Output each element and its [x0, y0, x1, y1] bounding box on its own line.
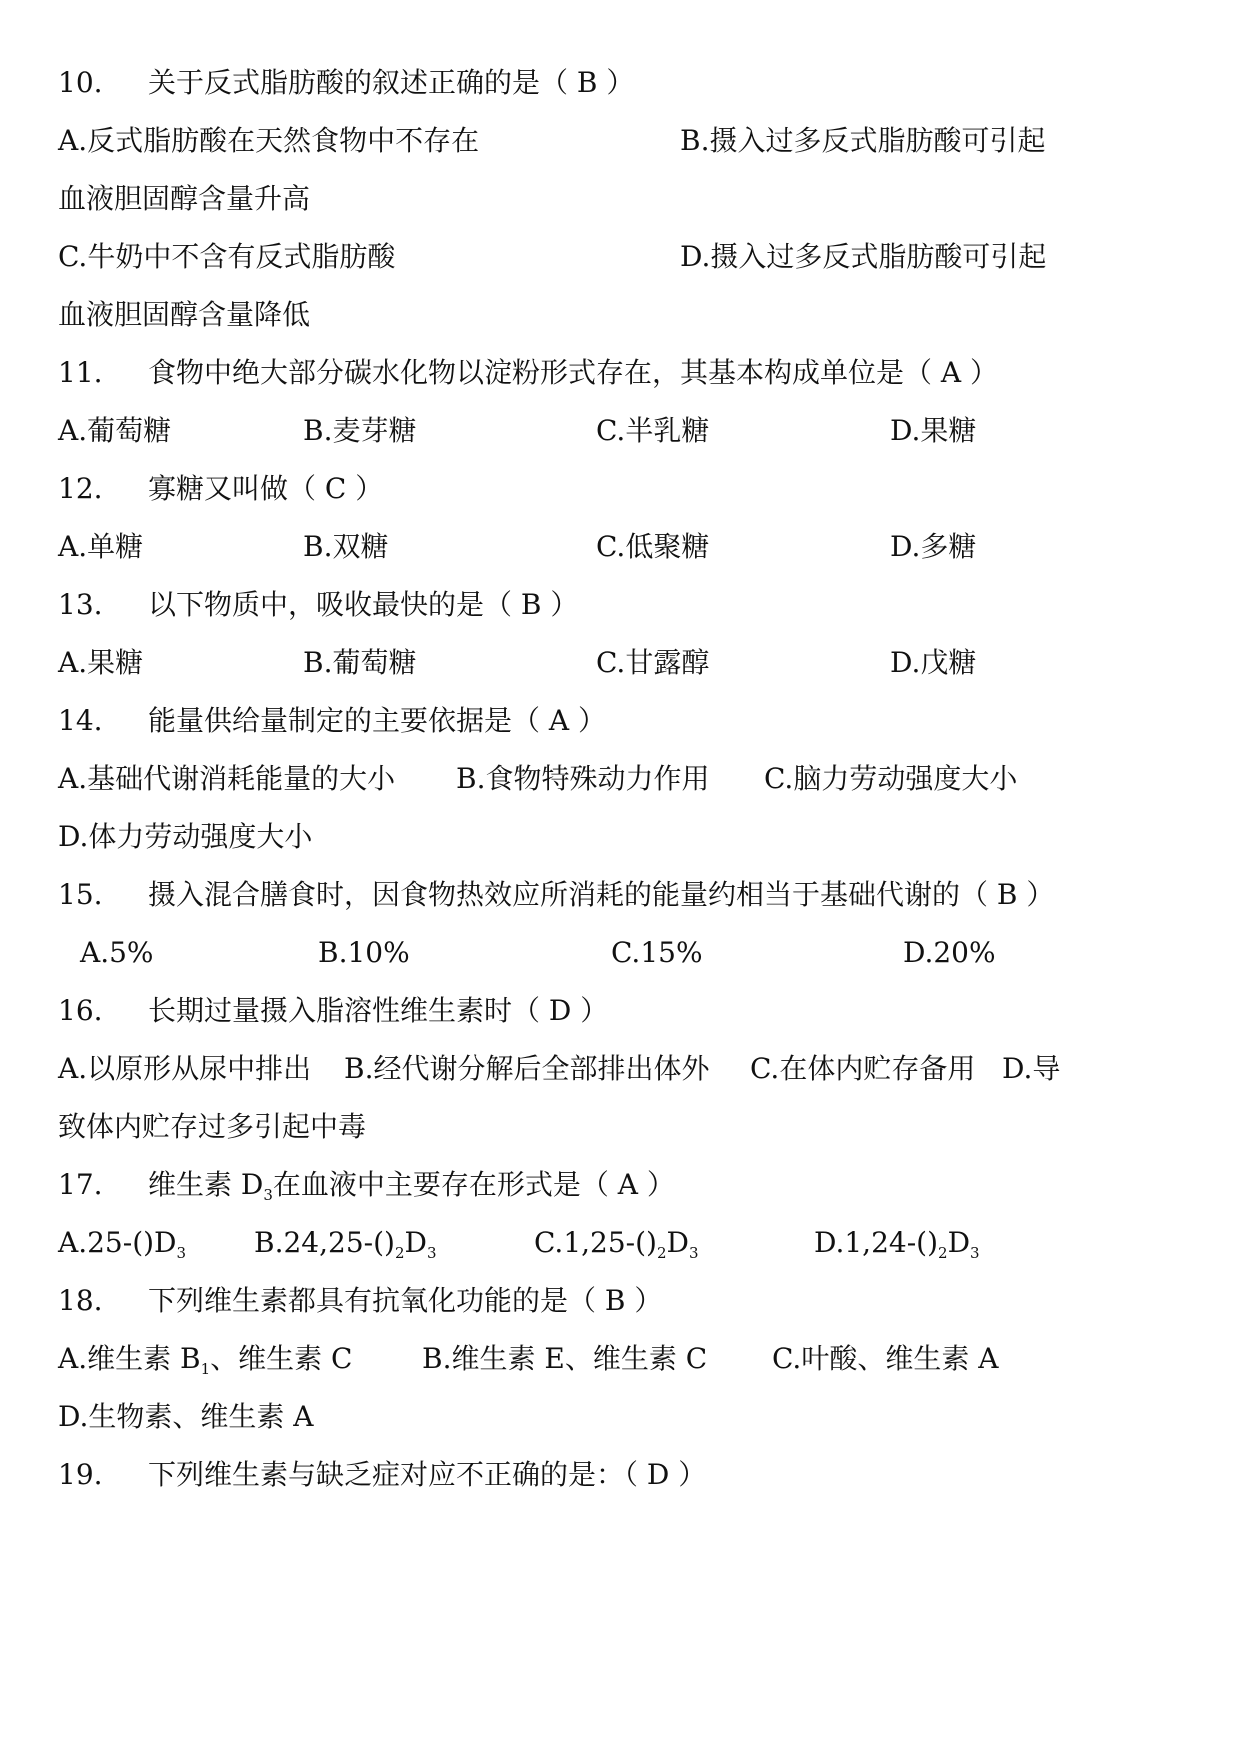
- question-text: 下列维生素与缺乏症对应不正确的是：（ D ）: [148, 1458, 707, 1491]
- question-17-stem: [58, 1165, 675, 1215]
- option-d: D.摄入过多反式脂肪酸可引起: [680, 240, 1047, 273]
- subscript: 3: [263, 1186, 273, 1204]
- option-c: C.牛奶中不含有反式脂肪酸: [58, 240, 396, 273]
- question-text: 维生素 D: [148, 1168, 264, 1201]
- option-c: C.低聚糖: [596, 530, 710, 563]
- option-b: B.麦芽糖: [303, 414, 417, 447]
- option-b: B.维生素 E、维生素 C: [422, 1342, 708, 1375]
- option-b: B.10%: [318, 936, 410, 969]
- option-text: D: [947, 1226, 971, 1259]
- question-18-stem: [58, 1281, 662, 1321]
- question-number: 12.: [58, 472, 103, 505]
- question-12-stem: [58, 469, 383, 509]
- option-text: D.1,24-(): [814, 1226, 939, 1259]
- question-number: 17.: [58, 1168, 103, 1201]
- option-text: C.1,25-(): [534, 1226, 657, 1259]
- question-number: 19.: [58, 1458, 103, 1491]
- option-c: C.15%: [611, 936, 703, 969]
- option-b: B.经代谢分解后全部排出体外: [344, 1052, 710, 1085]
- option-c: C.甘露醇: [596, 646, 710, 679]
- question-number: 16.: [58, 994, 103, 1027]
- option-a: A.基础代谢消耗能量的大小: [58, 762, 396, 795]
- option-text: A.25-()D: [58, 1226, 177, 1259]
- subscript: 3: [970, 1244, 980, 1262]
- subscript: 2: [938, 1244, 948, 1262]
- option-b-continued: 血液胆固醇含量升高: [58, 182, 311, 215]
- option-a: A.果糖: [58, 646, 144, 679]
- subscript: 1: [200, 1360, 211, 1378]
- option-a: A.单糖: [58, 530, 144, 563]
- option-a: A.反式脂肪酸在天然食物中不存在: [58, 124, 480, 157]
- option-c: C.脑力劳动强度大小: [764, 762, 1018, 795]
- option-text: 、维生素 C: [210, 1342, 353, 1375]
- option-c: C.叶酸、维生素 A: [772, 1342, 999, 1375]
- subscript: 3: [176, 1244, 187, 1262]
- option-d-continued: 血液胆固醇含量降低: [58, 298, 311, 331]
- question-number: 15.: [58, 878, 103, 911]
- option-a: [58, 1223, 186, 1273]
- question-number: 14.: [58, 704, 103, 737]
- option-b: B.摄入过多反式脂肪酸可引起: [680, 124, 1046, 157]
- option-d: [814, 1223, 980, 1273]
- question-text: 摄入混合膳食时，因食物热效应所消耗的能量约相当于基础代谢的（ B ）: [148, 878, 1055, 911]
- subscript: 2: [394, 1244, 405, 1262]
- option-d: D.20%: [903, 936, 996, 969]
- option-c: C.半乳糖: [596, 414, 710, 447]
- question-11-stem: [58, 353, 998, 393]
- option-b: B.葡萄糖: [303, 646, 417, 679]
- question-10-stem: [58, 63, 634, 103]
- question-text: 下列维生素都具有抗氧化功能的是（ B ）: [148, 1284, 663, 1317]
- option-d: D.多糖: [890, 530, 977, 563]
- option-c: [534, 1223, 699, 1273]
- option-d: D.导: [1002, 1052, 1061, 1085]
- question-number: 11.: [58, 356, 103, 389]
- option-text: D: [404, 1226, 427, 1259]
- option-b: B.双糖: [303, 530, 389, 563]
- question-13-stem: [58, 585, 578, 625]
- question-14-stem: [58, 701, 606, 741]
- question-15-stem: [58, 875, 1054, 915]
- option-a: A.5%: [80, 936, 154, 969]
- question-number: 10.: [58, 66, 103, 99]
- option-b: [254, 1223, 437, 1273]
- question-text: 长期过量摄入脂溶性维生素时（ D ）: [148, 994, 609, 1027]
- option-d: D.生物素、维生素 A: [58, 1400, 314, 1433]
- subscript: 3: [688, 1244, 699, 1262]
- option-text: A.维生素 B: [58, 1342, 201, 1375]
- option-d: D.体力劳动强度大小: [58, 820, 313, 853]
- question-text: 关于反式脂肪酸的叙述正确的是（ B ）: [148, 66, 635, 99]
- question-number: 18.: [58, 1284, 103, 1317]
- option-b: B.食物特殊动力作用: [456, 762, 710, 795]
- option-a: A.葡萄糖: [58, 414, 172, 447]
- question-text: 以下物质中，吸收最快的是（ B ）: [148, 588, 579, 621]
- option-a: A.以原形从尿中排出: [58, 1052, 312, 1085]
- option-text: D: [666, 1226, 689, 1259]
- question-text: 能量供给量制定的主要依据是（ A ）: [148, 704, 607, 737]
- option-c: C.在体内贮存备用: [750, 1052, 976, 1085]
- subscript: 2: [656, 1244, 667, 1262]
- option-d: D.戊糖: [890, 646, 977, 679]
- option-text: B.24,25-(): [254, 1226, 395, 1259]
- question-number: 13.: [58, 588, 103, 621]
- question-16-stem: [58, 991, 608, 1031]
- question-19-stem: [58, 1455, 706, 1495]
- question-text-rest: 在血液中主要存在形式是（ A ）: [272, 1168, 675, 1201]
- option-d: D.果糖: [890, 414, 977, 447]
- option-a: [58, 1339, 352, 1389]
- subscript: 3: [426, 1244, 437, 1262]
- question-text: 寡糖又叫做（ C ）: [148, 472, 384, 505]
- question-text: 食物中绝大部分碳水化物以淀粉形式存在，其基本构成单位是（ A ）: [148, 356, 999, 389]
- option-d-continued: 致体内贮存过多引起中毒: [58, 1110, 367, 1143]
